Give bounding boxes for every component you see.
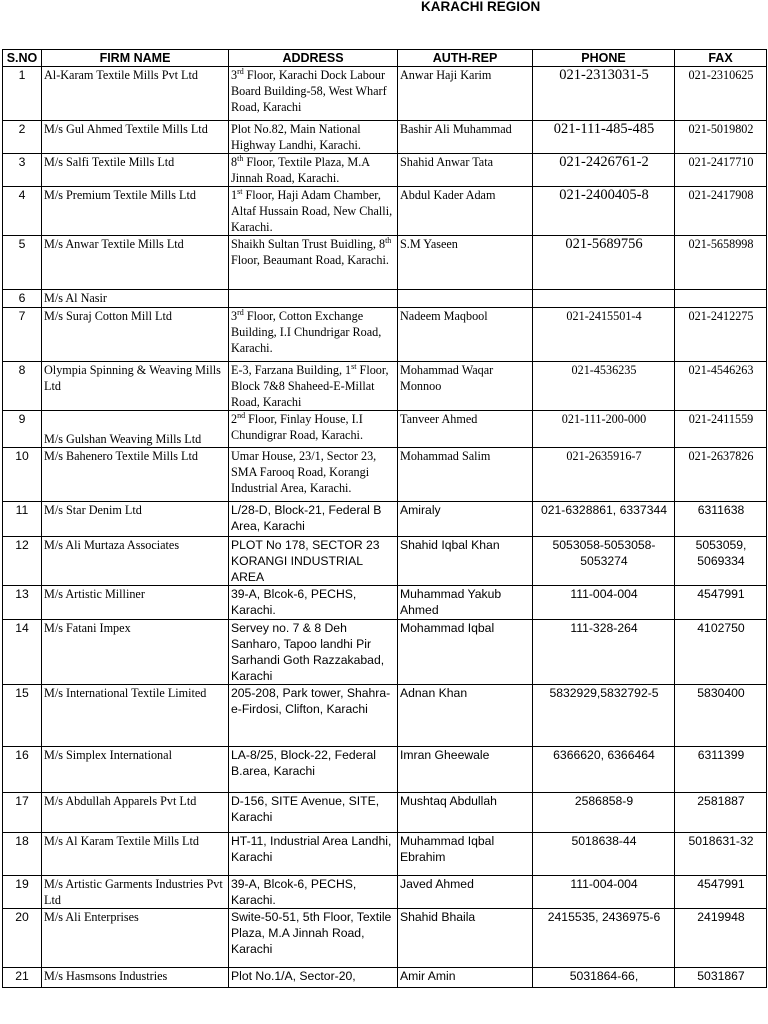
cell-fax: 4102750 (675, 620, 767, 685)
cell-firm-name: M/s Fatani Impex (42, 620, 229, 685)
cell-auth-rep: Mushtaq Abdullah (398, 793, 533, 833)
cell-address: 2nd Floor, Finlay House, I.I Chundigrar Road, Karachi. (229, 411, 398, 448)
cell-phone: 021-2313031-5 (533, 67, 675, 121)
cell-address: 205-208, Park tower, Shahra-e-Firdosi, Clifton, Karachi (229, 685, 398, 747)
cell-address: 1st Floor, Haji Adam Chamber, Altaf Hussain Road, New Challi, Karachi. (229, 187, 398, 236)
cell-address: 3rd Floor, Karachi Dock Labour Board Building-58, West Wharf Road, Karachi (229, 67, 398, 121)
header-row (3, 50, 767, 67)
table-row (3, 236, 767, 290)
cell-firm-name: M/s Al Karam Textile Mills Ltd (42, 833, 229, 876)
cell-sno: 6 (3, 290, 42, 308)
cell-sno: 10 (3, 448, 42, 502)
header-address: ADDRESS (229, 50, 398, 67)
cell-phone: 021-2400405-8 (533, 187, 675, 236)
firms-table (2, 49, 767, 988)
cell-firm-name: M/s Bahenero Textile Mills Ltd (42, 448, 229, 502)
cell-fax: 021-2417710 (675, 154, 767, 187)
cell-firm-name: M/s Abdullah Apparels Pvt Ltd (42, 793, 229, 833)
cell-fax: 021-2412275 (675, 308, 767, 362)
cell-fax: 021-4546263 (675, 362, 767, 411)
header-firm-name: FIRM NAME (42, 50, 229, 67)
cell-auth-rep: Shahid Bhaila (398, 909, 533, 968)
cell-fax: 021-5019802 (675, 121, 767, 154)
cell-address: D-156, SITE Avenue, SITE, Karachi (229, 793, 398, 833)
cell-auth-rep: Shahid Anwar Tata (398, 154, 533, 187)
cell-firm-name: M/s Salfi Textile Mills Ltd (42, 154, 229, 187)
cell-sno: 1 (3, 67, 42, 121)
cell-auth-rep: Amiraly (398, 502, 533, 537)
cell-sno: 4 (3, 187, 42, 236)
cell-address: 3rd Floor, Cotton Exchange Building, I.I Chundrigar Road, Karachi. (229, 308, 398, 362)
cell-firm-name: M/s Gulshan Weaving Mills Ltd (42, 411, 229, 448)
table-row (3, 537, 767, 586)
cell-auth-rep: Bashir Ali Muhammad (398, 121, 533, 154)
cell-phone: 021-4536235 (533, 362, 675, 411)
cell-sno: 12 (3, 537, 42, 586)
cell-firm-name: M/s Anwar Textile Mills Ltd (42, 236, 229, 290)
table-row (3, 308, 767, 362)
cell-auth-rep (398, 290, 533, 308)
cell-phone: 021-2415501-4 (533, 308, 675, 362)
table-row (3, 620, 767, 685)
cell-phone: 021-2635916-7 (533, 448, 675, 502)
table-row (3, 747, 767, 793)
cell-phone (533, 290, 675, 308)
cell-auth-rep: Shahid Iqbal Khan (398, 537, 533, 586)
cell-phone: 111-328-264 (533, 620, 675, 685)
cell-address: 39-A, Blcok-6, PECHS, Karachi. (229, 586, 398, 620)
cell-auth-rep: Anwar Haji Karim (398, 67, 533, 121)
table-row (3, 411, 767, 448)
cell-address: 39-A, Blcok-6, PECHS, Karachi. (229, 876, 398, 909)
cell-firm-name: M/s International Textile Limited (42, 685, 229, 747)
cell-address: Shaikh Sultan Trust Buidling, 8th Floor, Beaumant Road, Karachi. (229, 236, 398, 290)
cell-phone: 2586858-9 (533, 793, 675, 833)
cell-fax: 5830400 (675, 685, 767, 747)
cell-fax: 021-2310625 (675, 67, 767, 121)
cell-fax: 5018631-32 (675, 833, 767, 876)
cell-address: Swite-50-51, 5th Floor, Textile Plaza, M.A Jinnah Road, Karachi (229, 909, 398, 968)
cell-auth-rep: Mohammad Salim (398, 448, 533, 502)
cell-sno: 18 (3, 833, 42, 876)
cell-auth-rep: Imran Gheewale (398, 747, 533, 793)
cell-auth-rep: Mohammad Waqar Monnoo (398, 362, 533, 411)
cell-auth-rep: Nadeem Maqbool (398, 308, 533, 362)
cell-auth-rep: Javed Ahmed (398, 876, 533, 909)
cell-address: Plot No.82, Main National Highway Landhi, Karachi. (229, 121, 398, 154)
cell-auth-rep: Amir Amin (398, 968, 533, 988)
cell-sno: 9 (3, 411, 42, 448)
cell-fax: 4547991 (675, 586, 767, 620)
cell-fax: 6311638 (675, 502, 767, 537)
table-row (3, 154, 767, 187)
cell-sno: 5 (3, 236, 42, 290)
table-row (3, 448, 767, 502)
cell-phone: 021-6328861, 6337344 (533, 502, 675, 537)
cell-address: LA-8/25, Block-22, Federal B.area, Karachi (229, 747, 398, 793)
cell-phone: 5053058-5053058-5053274 (533, 537, 675, 586)
table-row (3, 793, 767, 833)
cell-sno: 3 (3, 154, 42, 187)
cell-phone: 6366620, 6366464 (533, 747, 675, 793)
cell-phone: 2415535, 2436975-6 (533, 909, 675, 968)
cell-sno: 2 (3, 121, 42, 154)
cell-fax: 2419948 (675, 909, 767, 968)
table-row (3, 121, 767, 154)
cell-sno: 20 (3, 909, 42, 968)
cell-address: L/28-D, Block-21, Federal B Area, Karachi (229, 502, 398, 537)
cell-address: 8th Floor, Textile Plaza, M.A Jinnah Road, Karachi. (229, 154, 398, 187)
cell-fax: 6311399 (675, 747, 767, 793)
table-row (3, 685, 767, 747)
cell-fax: 5031867 (675, 968, 767, 988)
cell-auth-rep: Adnan Khan (398, 685, 533, 747)
cell-sno: 13 (3, 586, 42, 620)
cell-firm-name: M/s Ali Enterprises (42, 909, 229, 968)
cell-address: E-3, Farzana Building, 1st Floor, Block 7&8 Shaheed-E-Millat Road, Karachi (229, 362, 398, 411)
cell-firm-name: M/s Artistic Garments Industries Pvt Ltd (42, 876, 229, 909)
cell-firm-name: Olympia Spinning & Weaving Mills Ltd (42, 362, 229, 411)
cell-firm-name: M/s Artistic Milliner (42, 586, 229, 620)
cell-fax (675, 290, 767, 308)
cell-phone: 021-111-200-000 (533, 411, 675, 448)
table-row (3, 502, 767, 537)
cell-firm-name: M/s Hasmsons Industries (42, 968, 229, 988)
cell-phone: 111-004-004 (533, 586, 675, 620)
cell-sno: 14 (3, 620, 42, 685)
cell-fax: 021-2417908 (675, 187, 767, 236)
cell-sno: 8 (3, 362, 42, 411)
cell-sno: 21 (3, 968, 42, 988)
cell-fax: 4547991 (675, 876, 767, 909)
cell-sno: 7 (3, 308, 42, 362)
cell-firm-name: M/s Simplex International (42, 747, 229, 793)
cell-address (229, 290, 398, 308)
cell-firm-name: M/s Gul Ahmed Textile Mills Ltd (42, 121, 229, 154)
cell-fax: 021-5658998 (675, 236, 767, 290)
cell-firm-name: Al-Karam Textile Mills Pvt Ltd (42, 67, 229, 121)
cell-auth-rep: Muhammad Yakub Ahmed (398, 586, 533, 620)
cell-sno: 11 (3, 502, 42, 537)
cell-sno: 19 (3, 876, 42, 909)
header-sno: S.NO (3, 50, 42, 67)
cell-address: PLOT No 178, SECTOR 23 KORANGI INDUSTRIAL AREA (229, 537, 398, 586)
cell-firm-name: M/s Ali Murtaza Associates (42, 537, 229, 586)
table-row (3, 187, 767, 236)
cell-auth-rep: Tanveer Ahmed (398, 411, 533, 448)
table-row (3, 833, 767, 876)
cell-address: Servey no. 7 & 8 Deh Sanharo, Tapoo landhi Pir Sarhandi Goth Razzakabad, Karachi (229, 620, 398, 685)
header-auth-rep: AUTH-REP (398, 50, 533, 67)
cell-fax: 5053059, 5069334 (675, 537, 767, 586)
header-fax: FAX (675, 50, 767, 67)
cell-auth-rep: Abdul Kader Adam (398, 187, 533, 236)
header-phone: PHONE (533, 50, 675, 67)
table-row (3, 968, 767, 988)
table-row (3, 876, 767, 909)
cell-address: Plot No.1/A, Sector-20, (229, 968, 398, 988)
cell-address: HT-11, Industrial Area Landhi, Karachi (229, 833, 398, 876)
cell-phone: 5832929,5832792-5 (533, 685, 675, 747)
cell-auth-rep: S.M Yaseen (398, 236, 533, 290)
table-row (3, 909, 767, 968)
cell-phone: 021-111-485-485 (533, 121, 675, 154)
cell-address: Umar House, 23/1, Sector 23, SMA Farooq Road, Korangi Industrial Area, Karachi. (229, 448, 398, 502)
cell-firm-name: M/s Premium Textile Mills Ltd (42, 187, 229, 236)
cell-fax: 021-2637826 (675, 448, 767, 502)
cell-phone: 5031864-66, (533, 968, 675, 988)
cell-phone: 021-5689756 (533, 236, 675, 290)
cell-sno: 16 (3, 747, 42, 793)
cell-firm-name: M/s Star Denim Ltd (42, 502, 229, 537)
cell-sno: 15 (3, 685, 42, 747)
cell-firm-name: M/s Suraj Cotton Mill Ltd (42, 308, 229, 362)
page-title: KARACHI REGION (421, 0, 541, 14)
cell-sno: 17 (3, 793, 42, 833)
cell-firm-name: M/s Al Nasir (42, 290, 229, 308)
cell-phone: 111-004-004 (533, 876, 675, 909)
cell-auth-rep: Muhammad Iqbal Ebrahim (398, 833, 533, 876)
cell-phone: 5018638-44 (533, 833, 675, 876)
cell-auth-rep: Mohammad Iqbal (398, 620, 533, 685)
table-row (3, 290, 767, 308)
cell-phone: 021-2426761-2 (533, 154, 675, 187)
table-row (3, 586, 767, 620)
cell-fax: 021-2411559 (675, 411, 767, 448)
table-row (3, 67, 767, 121)
cell-fax: 2581887 (675, 793, 767, 833)
table-row (3, 362, 767, 411)
